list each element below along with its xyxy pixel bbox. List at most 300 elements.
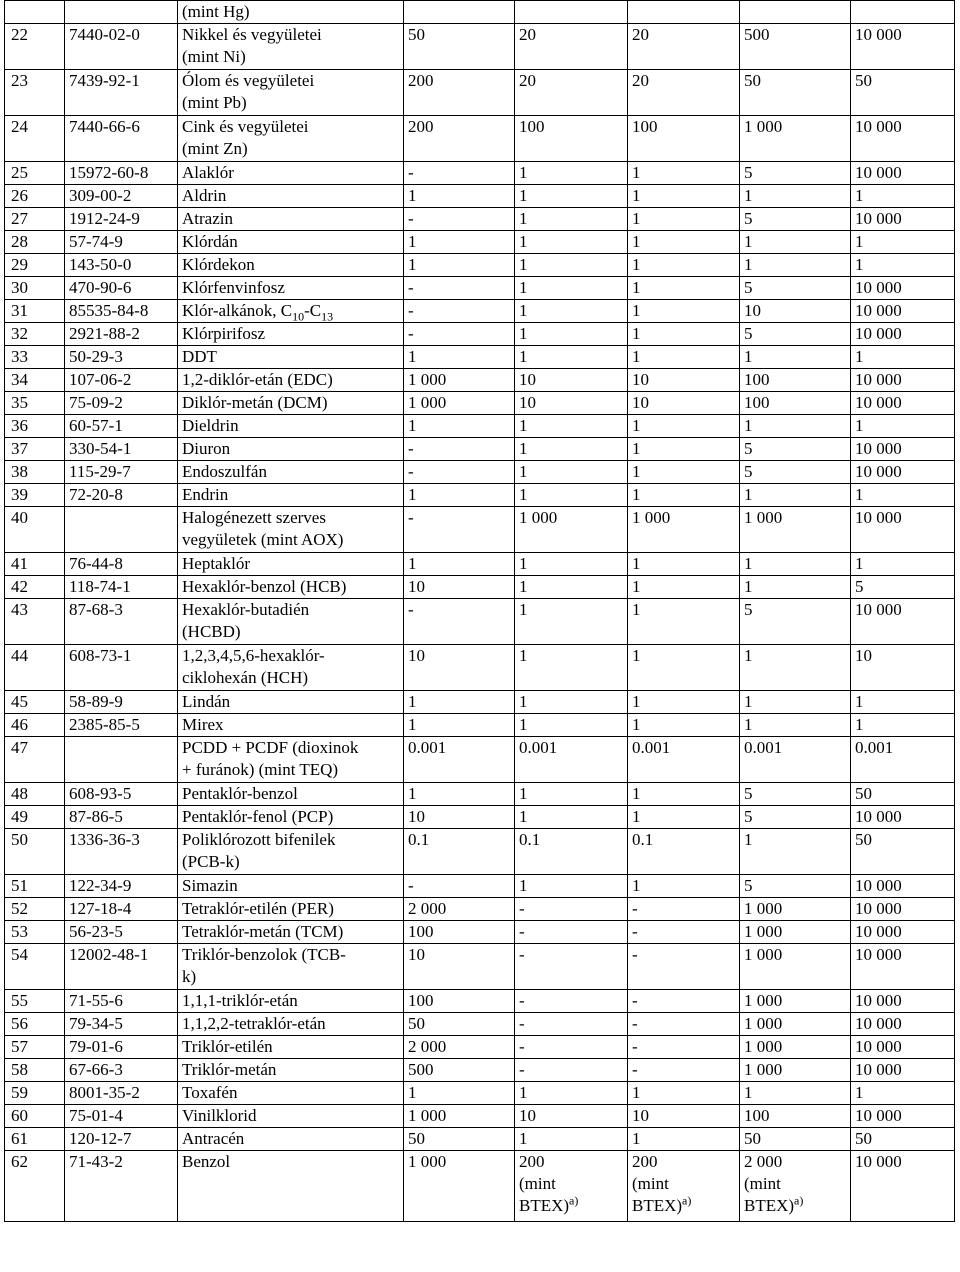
threshold-value: 1 xyxy=(628,162,740,185)
threshold-value: 20 xyxy=(628,70,740,116)
substance-name: Heptaklór xyxy=(178,553,404,576)
substance-name-text: -C xyxy=(304,301,322,320)
substance-name: 1,2,3,4,5,6-hexaklór- ciklohexán (HCH) xyxy=(178,645,404,691)
threshold-value: 10 xyxy=(740,300,851,323)
threshold-value: 1 xyxy=(851,254,955,277)
table-row xyxy=(5,737,955,783)
table-row xyxy=(5,369,955,392)
cas-number: 71-43-2 xyxy=(65,1151,178,1222)
table-row xyxy=(5,783,955,806)
threshold-value: - xyxy=(404,208,515,231)
threshold-value: 1 xyxy=(404,691,515,714)
table-row xyxy=(5,714,955,737)
row-number: 46 xyxy=(5,714,65,737)
footnote-marker: a) xyxy=(794,1193,804,1208)
row-number: 22 xyxy=(5,24,65,70)
threshold-value: 50 xyxy=(740,1128,851,1151)
table-row xyxy=(5,277,955,300)
cas-number: 57-74-9 xyxy=(65,231,178,254)
row-number: 36 xyxy=(5,415,65,438)
threshold-value xyxy=(515,1151,628,1222)
table-row xyxy=(5,70,955,116)
threshold-value: 100 xyxy=(740,1105,851,1128)
table-row xyxy=(5,829,955,875)
threshold-value: 10 000 xyxy=(851,1105,955,1128)
substance-name xyxy=(178,300,404,323)
threshold-value: 1 xyxy=(740,829,851,875)
table-row xyxy=(5,1036,955,1059)
threshold-value: 100 xyxy=(404,990,515,1013)
threshold-value: 1 xyxy=(515,484,628,507)
row-number: 56 xyxy=(5,1013,65,1036)
threshold-value: 1 xyxy=(628,1128,740,1151)
cas-number: 115-29-7 xyxy=(65,461,178,484)
threshold-value: 1 xyxy=(515,599,628,645)
substance-name: Nikkel és vegyületei (mint Ni) xyxy=(178,24,404,70)
threshold-value: 10 xyxy=(515,1105,628,1128)
cas-number: 470-90-6 xyxy=(65,277,178,300)
substance-name: Antracén xyxy=(178,1128,404,1151)
cas-number: 2921-88-2 xyxy=(65,323,178,346)
row-number: 32 xyxy=(5,323,65,346)
table-row xyxy=(5,1,955,24)
threshold-value: 10 000 xyxy=(851,461,955,484)
row-number: 37 xyxy=(5,438,65,461)
threshold-value: 5 xyxy=(740,599,851,645)
cas-number xyxy=(65,507,178,553)
table-row xyxy=(5,254,955,277)
table-body xyxy=(5,1,955,1222)
row-number: 51 xyxy=(5,875,65,898)
table-row xyxy=(5,553,955,576)
cas-number: 122-34-9 xyxy=(65,875,178,898)
threshold-value: 5 xyxy=(740,438,851,461)
threshold-value: 1 xyxy=(628,323,740,346)
threshold-value: 0.1 xyxy=(404,829,515,875)
threshold-value: 50 xyxy=(740,70,851,116)
threshold-value: 50 xyxy=(404,1013,515,1036)
subscript: 13 xyxy=(321,309,334,323)
threshold-value: 500 xyxy=(740,24,851,70)
threshold-value: 10 xyxy=(404,944,515,990)
threshold-value: 10 xyxy=(515,369,628,392)
substance-name: Simazin xyxy=(178,875,404,898)
table-row xyxy=(5,484,955,507)
threshold-value: 1 000 xyxy=(740,944,851,990)
threshold-value: 1 000 xyxy=(740,1059,851,1082)
table-row xyxy=(5,346,955,369)
substance-name: Triklór-metán xyxy=(178,1059,404,1082)
threshold-value: 0.001 xyxy=(515,737,628,783)
threshold-value: 1 000 xyxy=(740,990,851,1013)
threshold-value: 10 xyxy=(404,645,515,691)
threshold-value: 10 000 xyxy=(851,24,955,70)
threshold-value: 10 xyxy=(628,369,740,392)
threshold-value: 1 xyxy=(515,714,628,737)
threshold-value: 1 000 xyxy=(404,369,515,392)
cas-number: 7439-92-1 xyxy=(65,70,178,116)
threshold-value: - xyxy=(515,1036,628,1059)
table-row xyxy=(5,1059,955,1082)
threshold-value: 50 xyxy=(851,70,955,116)
threshold-value: 1 xyxy=(515,645,628,691)
table-row xyxy=(5,507,955,553)
cas-number: 608-73-1 xyxy=(65,645,178,691)
row-number: 62 xyxy=(5,1151,65,1222)
substance-name: Endrin xyxy=(178,484,404,507)
threshold-value-text: 2 000 (mint BTEX) xyxy=(744,1152,795,1215)
threshold-value: 50 xyxy=(851,783,955,806)
threshold-value: - xyxy=(515,898,628,921)
table-row xyxy=(5,185,955,208)
threshold-value: 5 xyxy=(740,461,851,484)
threshold-value: 500 xyxy=(404,1059,515,1082)
cas-number: 56-23-5 xyxy=(65,921,178,944)
threshold-value: 10 000 xyxy=(851,990,955,1013)
threshold-value: 1 xyxy=(851,714,955,737)
row-number: 55 xyxy=(5,990,65,1013)
threshold-value: 1 xyxy=(628,461,740,484)
threshold-value: 0.1 xyxy=(515,829,628,875)
threshold-value: 10 000 xyxy=(851,599,955,645)
threshold-value: 10 xyxy=(628,392,740,415)
threshold-value: 1 000 xyxy=(740,116,851,162)
threshold-value: 1 xyxy=(628,415,740,438)
threshold-value: 5 xyxy=(740,875,851,898)
threshold-value: 0.001 xyxy=(740,737,851,783)
cas-number: 76-44-8 xyxy=(65,553,178,576)
row-number: 34 xyxy=(5,369,65,392)
substance-name: Klórdekon xyxy=(178,254,404,277)
row-number: 28 xyxy=(5,231,65,254)
row-number: 48 xyxy=(5,783,65,806)
substance-name: Tetraklór-etilén (PER) xyxy=(178,898,404,921)
threshold-value: 1 xyxy=(851,553,955,576)
threshold-value: 1 xyxy=(740,415,851,438)
threshold-value xyxy=(628,1,740,24)
substance-name: Atrazin xyxy=(178,208,404,231)
substance-name: Lindán xyxy=(178,691,404,714)
threshold-value: 20 xyxy=(515,24,628,70)
table-row xyxy=(5,415,955,438)
table-row xyxy=(5,1151,955,1222)
threshold-value: 100 xyxy=(515,116,628,162)
threshold-value xyxy=(740,1151,851,1222)
table-row xyxy=(5,231,955,254)
cas-number: 7440-66-6 xyxy=(65,116,178,162)
threshold-value: 1 xyxy=(740,553,851,576)
threshold-value: 50 xyxy=(851,829,955,875)
row-number: 61 xyxy=(5,1128,65,1151)
threshold-value: 1 000 xyxy=(740,898,851,921)
threshold-value: 10 000 xyxy=(851,1013,955,1036)
threshold-value: 1 xyxy=(515,323,628,346)
table-row xyxy=(5,921,955,944)
cas-number: 50-29-3 xyxy=(65,346,178,369)
table-row xyxy=(5,162,955,185)
row-number: 25 xyxy=(5,162,65,185)
substance-name: Triklór-benzolok (TCB- k) xyxy=(178,944,404,990)
cas-number: 87-86-5 xyxy=(65,806,178,829)
threshold-value: 1 xyxy=(628,185,740,208)
threshold-value: 5 xyxy=(740,323,851,346)
row-number: 29 xyxy=(5,254,65,277)
threshold-value: 5 xyxy=(740,277,851,300)
substance-name: Poliklórozott bifenilek (PCB-k) xyxy=(178,829,404,875)
threshold-value: 1 xyxy=(628,277,740,300)
substance-name: Endoszulfán xyxy=(178,461,404,484)
substance-name: Klórfenvinfosz xyxy=(178,277,404,300)
threshold-value xyxy=(851,1,955,24)
threshold-value: 10 000 xyxy=(851,1036,955,1059)
cas-number: 1912-24-9 xyxy=(65,208,178,231)
threshold-value: 1 xyxy=(515,254,628,277)
threshold-value: 1 xyxy=(515,691,628,714)
threshold-value: 20 xyxy=(515,70,628,116)
threshold-value: 1 xyxy=(628,645,740,691)
substance-name: Dieldrin xyxy=(178,415,404,438)
cas-number: 330-54-1 xyxy=(65,438,178,461)
threshold-value: 1 xyxy=(740,185,851,208)
cas-number: 12002-48-1 xyxy=(65,944,178,990)
threshold-value: 10 000 xyxy=(851,277,955,300)
cas-number: 1336-36-3 xyxy=(65,829,178,875)
row-number: 31 xyxy=(5,300,65,323)
cas-number: 127-18-4 xyxy=(65,898,178,921)
threshold-value: - xyxy=(628,990,740,1013)
threshold-value: 1 xyxy=(404,553,515,576)
threshold-value xyxy=(740,1,851,24)
threshold-value: 1 xyxy=(628,300,740,323)
footnote-marker: a) xyxy=(569,1193,579,1208)
table-row xyxy=(5,300,955,323)
cas-number: 143-50-0 xyxy=(65,254,178,277)
threshold-value: 1 xyxy=(628,599,740,645)
threshold-value: 1 xyxy=(740,254,851,277)
threshold-value: 50 xyxy=(851,1128,955,1151)
threshold-value: 10 000 xyxy=(851,369,955,392)
substance-name: Aldrin xyxy=(178,185,404,208)
subscript: 10 xyxy=(292,309,305,323)
row-number: 45 xyxy=(5,691,65,714)
threshold-value: 0.001 xyxy=(851,737,955,783)
cas-number: 107-06-2 xyxy=(65,369,178,392)
threshold-value: 10 000 xyxy=(851,1151,955,1222)
threshold-value: 1 xyxy=(628,254,740,277)
threshold-value: 1 xyxy=(628,438,740,461)
row-number: 23 xyxy=(5,70,65,116)
threshold-value: 1 xyxy=(628,576,740,599)
substance-name: 1,2-diklór-etán (EDC) xyxy=(178,369,404,392)
threshold-value: 1 xyxy=(740,484,851,507)
threshold-value: 10 xyxy=(404,576,515,599)
threshold-value: 2 000 xyxy=(404,1036,515,1059)
threshold-value: 1 xyxy=(515,576,628,599)
threshold-value: - xyxy=(515,921,628,944)
table-row xyxy=(5,116,955,162)
threshold-value: 1 xyxy=(628,1082,740,1105)
cas-number: 72-20-8 xyxy=(65,484,178,507)
threshold-value: 1 xyxy=(851,415,955,438)
row-number: 44 xyxy=(5,645,65,691)
table-row xyxy=(5,208,955,231)
threshold-value: 10 000 xyxy=(851,921,955,944)
threshold-value: 100 xyxy=(740,392,851,415)
threshold-value: 1 xyxy=(404,484,515,507)
table-row xyxy=(5,599,955,645)
threshold-value: 10 000 xyxy=(851,162,955,185)
row-number: 52 xyxy=(5,898,65,921)
cas-number xyxy=(65,737,178,783)
cas-number: 75-09-2 xyxy=(65,392,178,415)
substance-name: Klórpirifosz xyxy=(178,323,404,346)
threshold-value: - xyxy=(628,921,740,944)
threshold-value: - xyxy=(404,599,515,645)
row-number: 41 xyxy=(5,553,65,576)
row-number: 35 xyxy=(5,392,65,415)
substance-name: DDT xyxy=(178,346,404,369)
threshold-value: - xyxy=(628,1059,740,1082)
row-number: 54 xyxy=(5,944,65,990)
substance-name: Halogénezett szerves vegyületek (mint AOX) xyxy=(178,507,404,553)
cas-number: 608-93-5 xyxy=(65,783,178,806)
threshold-value: 1 xyxy=(515,1082,628,1105)
threshold-value: 10 xyxy=(851,645,955,691)
row-number: 42 xyxy=(5,576,65,599)
substance-name: Benzol xyxy=(178,1151,404,1222)
threshold-value: 0.1 xyxy=(628,829,740,875)
cas-number: 58-89-9 xyxy=(65,691,178,714)
threshold-value: 10 000 xyxy=(851,898,955,921)
threshold-value: 5 xyxy=(740,806,851,829)
row-number: 33 xyxy=(5,346,65,369)
row-number: 43 xyxy=(5,599,65,645)
substance-name: Diklór-metán (DCM) xyxy=(178,392,404,415)
table-row xyxy=(5,576,955,599)
table-row xyxy=(5,461,955,484)
row-number: 60 xyxy=(5,1105,65,1128)
threshold-value: - xyxy=(404,461,515,484)
threshold-value: 100 xyxy=(404,921,515,944)
threshold-value: 0.001 xyxy=(628,737,740,783)
threshold-value: 1 xyxy=(628,714,740,737)
threshold-value: 1 xyxy=(515,185,628,208)
table-row xyxy=(5,1105,955,1128)
substance-name: Klórdán xyxy=(178,231,404,254)
threshold-value: - xyxy=(515,1059,628,1082)
table-row xyxy=(5,24,955,70)
threshold-value: 1 xyxy=(628,484,740,507)
threshold-value: 5 xyxy=(740,783,851,806)
threshold-value: 1 xyxy=(628,231,740,254)
threshold-value-text: 200 (mint BTEX) xyxy=(632,1152,683,1215)
threshold-value: 1 xyxy=(851,346,955,369)
threshold-value: 10 xyxy=(628,1105,740,1128)
threshold-value: 1 000 xyxy=(740,1013,851,1036)
cas-number: 118-74-1 xyxy=(65,576,178,599)
threshold-value: 1 000 xyxy=(740,921,851,944)
substance-name: Cink és vegyületei (mint Zn) xyxy=(178,116,404,162)
threshold-value: - xyxy=(404,438,515,461)
threshold-value: 1 xyxy=(628,691,740,714)
threshold-value: 1 000 xyxy=(404,1105,515,1128)
row-number: 53 xyxy=(5,921,65,944)
threshold-value: 1 xyxy=(515,806,628,829)
row-number: 47 xyxy=(5,737,65,783)
threshold-value: 10 000 xyxy=(851,507,955,553)
threshold-value: 10 xyxy=(404,806,515,829)
row-number: 50 xyxy=(5,829,65,875)
threshold-value: 10 000 xyxy=(851,806,955,829)
threshold-value: 1 xyxy=(628,783,740,806)
threshold-value: 10 000 xyxy=(851,392,955,415)
threshold-value: 10 000 xyxy=(851,208,955,231)
threshold-value: 5 xyxy=(740,162,851,185)
threshold-value: 1 xyxy=(404,714,515,737)
threshold-value xyxy=(404,1,515,24)
threshold-value: 10 000 xyxy=(851,438,955,461)
threshold-value: 1 xyxy=(851,1082,955,1105)
threshold-value: 1 xyxy=(404,185,515,208)
substance-name: Pentaklór-fenol (PCP) xyxy=(178,806,404,829)
substance-name: Ólom és vegyületei (mint Pb) xyxy=(178,70,404,116)
substance-name: PCDD + PCDF (dioxinok + furánok) (mint TEQ) xyxy=(178,737,404,783)
threshold-value: 1 xyxy=(404,254,515,277)
threshold-value: - xyxy=(404,323,515,346)
threshold-value: 200 xyxy=(404,70,515,116)
row-number: 24 xyxy=(5,116,65,162)
threshold-value: 1 xyxy=(404,783,515,806)
substance-name-text: Klór-alkánok, C xyxy=(182,301,293,320)
cas-number: 120-12-7 xyxy=(65,1128,178,1151)
threshold-value: 20 xyxy=(628,24,740,70)
cas-number xyxy=(65,1,178,24)
threshold-value: 1 xyxy=(404,346,515,369)
threshold-value xyxy=(515,1,628,24)
cas-number: 85535-84-8 xyxy=(65,300,178,323)
threshold-value: 1 xyxy=(740,346,851,369)
footnote-marker: a) xyxy=(682,1193,692,1208)
threshold-value: 1 xyxy=(740,714,851,737)
cas-number: 79-34-5 xyxy=(65,1013,178,1036)
threshold-value: 50 xyxy=(404,24,515,70)
threshold-value: 1 xyxy=(851,691,955,714)
substance-name: 1,1,1-triklór-etán xyxy=(178,990,404,1013)
threshold-value: 1 xyxy=(628,806,740,829)
row-number xyxy=(5,1,65,24)
substance-name: Toxafén xyxy=(178,1082,404,1105)
threshold-value: - xyxy=(404,300,515,323)
threshold-value: 1 000 xyxy=(628,507,740,553)
threshold-value xyxy=(628,1151,740,1222)
threshold-value: 5 xyxy=(851,576,955,599)
threshold-value: - xyxy=(404,277,515,300)
substance-name: Tetraklór-metán (TCM) xyxy=(178,921,404,944)
threshold-value: - xyxy=(515,1013,628,1036)
table-row xyxy=(5,990,955,1013)
threshold-value: 1 xyxy=(740,576,851,599)
row-number: 38 xyxy=(5,461,65,484)
threshold-value: 1 000 xyxy=(740,507,851,553)
substance-name: Hexaklór-butadién (HCBD) xyxy=(178,599,404,645)
row-number: 40 xyxy=(5,507,65,553)
substance-name: Vinilklorid xyxy=(178,1105,404,1128)
row-number: 26 xyxy=(5,185,65,208)
threshold-value: 200 xyxy=(404,116,515,162)
cas-number: 60-57-1 xyxy=(65,415,178,438)
threshold-value: 1 xyxy=(740,691,851,714)
threshold-value: 10 xyxy=(515,392,628,415)
